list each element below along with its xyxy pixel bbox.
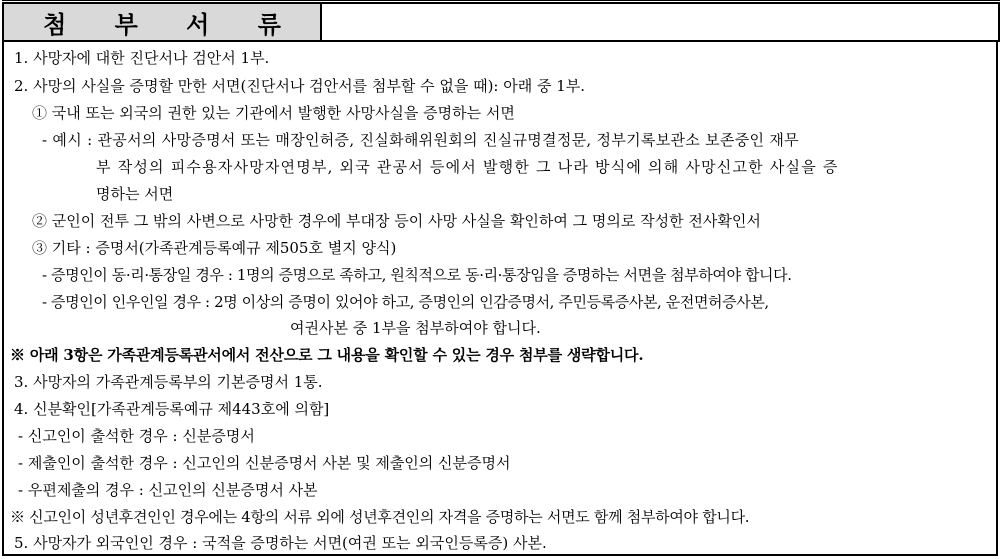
item-4-sub-3: - 우편제출의 경우 : 신고인의 신분증명서 사본	[18, 481, 318, 499]
top-rule	[2, 0, 1000, 1]
item-2-example-end: 명하는 서면	[96, 185, 174, 203]
item-4-sub-1: - 신고인이 출석한 경우 : 신분증명서	[18, 427, 255, 445]
item-2-witness-official: - 증명인이 동·리·통장일 경우 : 1명의 증명으로 족하고, 원칙적으로 동·리·통장임을 증명하는 서면을 첨부하여야 합니다.	[42, 266, 792, 284]
header-empty-cell	[322, 2, 1000, 42]
item-2: 2. 사망의 사실을 증명할 만한 서면(진단서나 검안서를 첨부할 수 없을 때): 아래 중 1부.	[14, 77, 586, 95]
item-4-sub-2: - 제출인이 출석한 경우 : 신고인의 신분증명서 사본 및 제출인의 신분증명서	[18, 454, 511, 472]
item-2-witness-neighbor-cont: 여권사본 중 1부을 첨부하여야 합니다.	[290, 319, 541, 337]
item-5: 5. 사망자가 외국인인 경우 : 국적을 증명하는 서면(여권 또는 외국인등록증) 사본.	[14, 534, 547, 552]
item-2-example-cont: 부 작성의 피수용자사망자연명부, 외국 관공서 등에서 발행한 그 나라 방식에 의해 사망신고한 사실을 증	[96, 158, 839, 176]
note-omit: ※ 아래 3항은 가족관계등록관서에서 전산으로 그 내용을 확인할 수 있는 경우 첨부를 생략합니다.	[10, 346, 644, 364]
item-2-sub-1: ① 국내 또는 외국의 권한 있는 기관에서 발행한 사망사실을 증명하는 서면	[32, 104, 515, 122]
note-guardian: ※ 신고인이 성년후견인인 경우에는 4항의 서류 외에 성년후견인의 자격을 증명하는 서면도 함께 첨부하여야 합니다.	[10, 508, 750, 526]
item-2-witness-neighbor: - 증명인이 인우인일 경우 : 2명 이상의 증명이 있어야 하고, 증명인의 인감증명서, 주민등록증사본, 운전면허증사본,	[42, 293, 769, 311]
item-2-sub-2: ② 군인이 전투 그 밖의 사변으로 사망한 경우에 부대장 등이 사망 사실을 확인하여 그 명의로 작성한 전사확인서	[32, 212, 761, 230]
item-4: 4. 신분확인[가족관계등록예규 제443호에 의함]	[14, 400, 330, 418]
item-2-sub-3: ③ 기타 : 증명서(가족관계등록예규 제505호 별지 양식)	[32, 239, 397, 257]
item-2-example: - 예시 : 관공서의 사망증명서 또는 매장인허증, 진실화해위원회의 진실규명결정문, 정부기록보관소 보존중인 재무	[42, 131, 799, 149]
item-3: 3. 사망자의 가족관계등록부의 기본증명서 1통.	[14, 373, 323, 391]
item-1: 1. 사망자에 대한 진단서나 검안서 1부.	[14, 49, 270, 67]
header-title-cell	[2, 2, 322, 42]
header-title: 첨 부 서 류	[43, 9, 301, 39]
